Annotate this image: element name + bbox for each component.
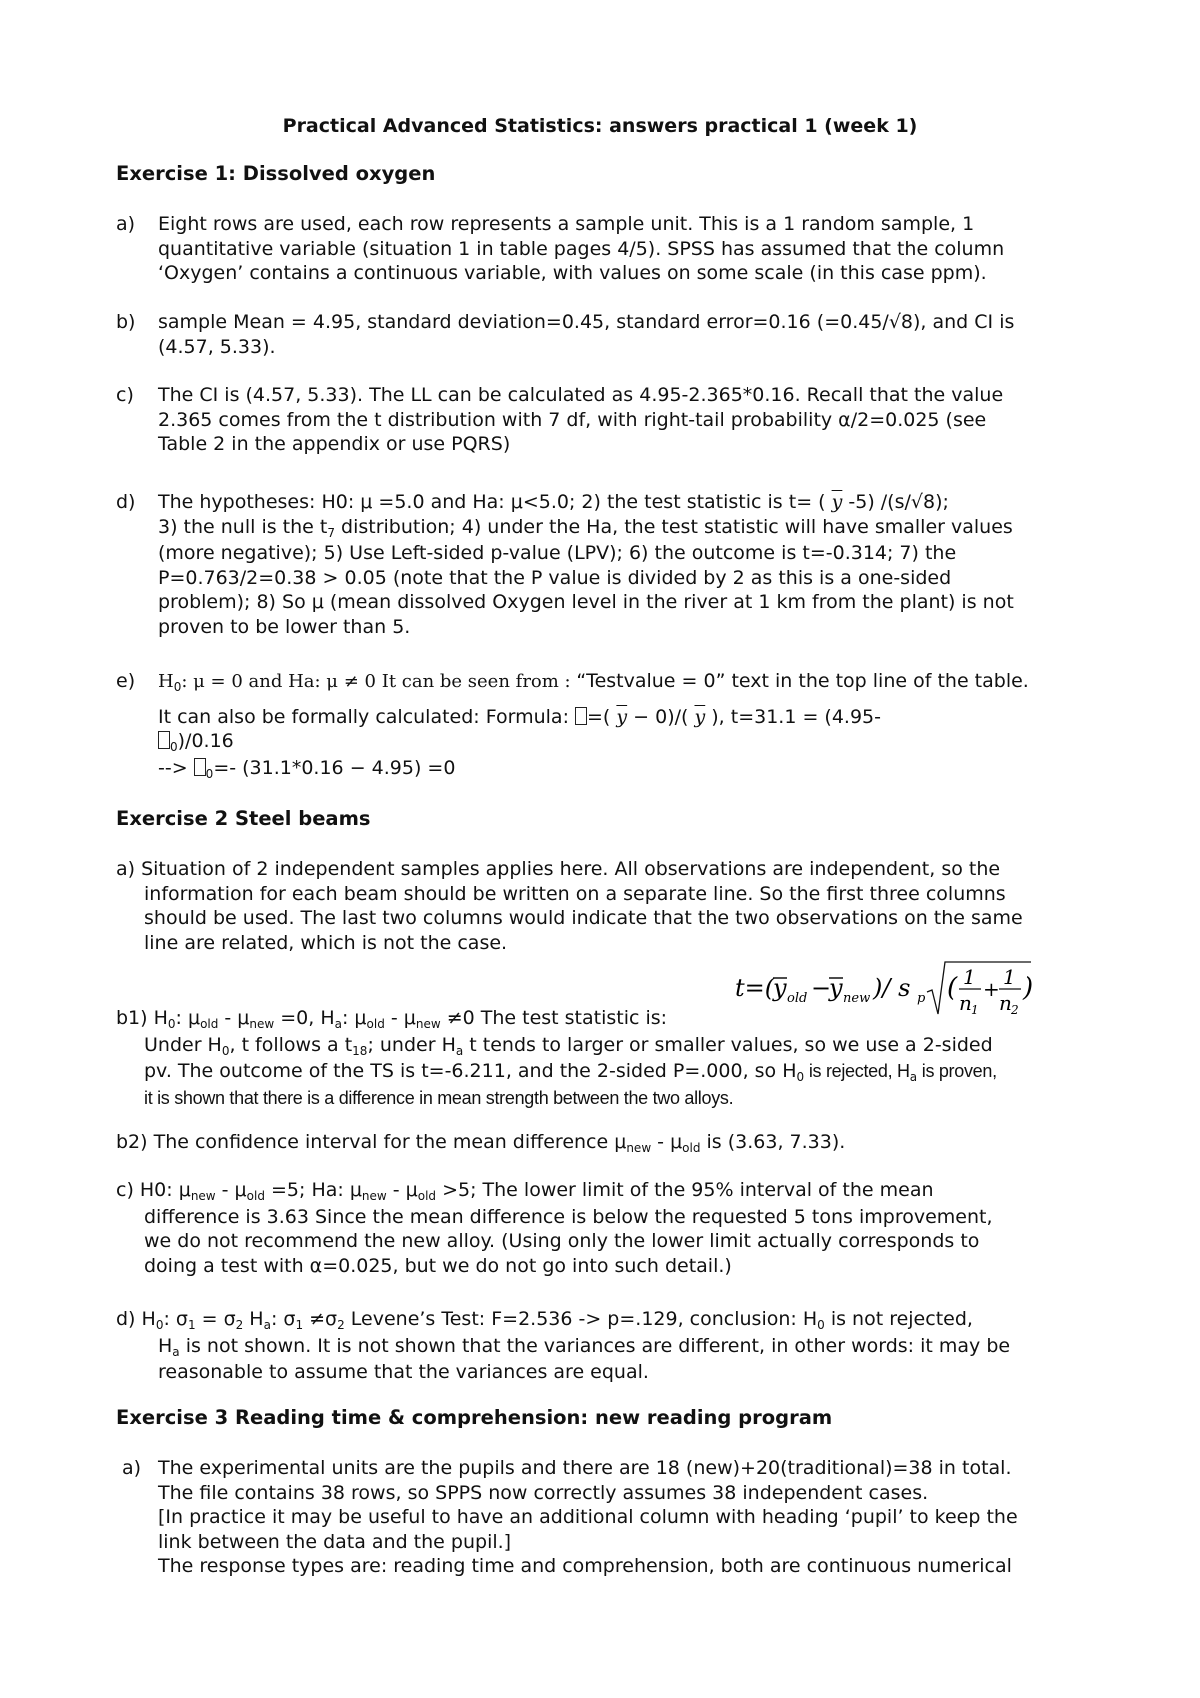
text-fragment: : σ [163,1308,188,1330]
text-fragment: - μ [218,1007,250,1029]
text-fragment: : μ [175,1007,201,1029]
text-line: we do not recommend the new alloy. (Using only the lower limit actually corresponds to [144,1230,980,1252]
exercise-2-part-b2 [116,1130,1096,1157]
exercise-2-part-c [116,1178,1096,1278]
text-line: [In practice it may be useful to have an additional column with heading ‘pupil’ to keep the [158,1506,1018,1528]
text-line: problem); 8) So μ (mean dissolved Oxygen level in the river at 1 km from the plant) is not [158,591,1014,613]
text-line: The experimental units are the pupils and there are 18 (new)+20(traditional)=38 in total. [158,1457,1012,1479]
exercise-1-heading: Exercise 1: Dissolved oxygen [116,162,436,185]
text-line [116,1307,1096,1334]
text-line: information for each beam should be written on a separate line. So the first three columns [144,882,1006,905]
text-fragment: >5; The lower limit of the 95% interval of the mean [436,1179,934,1201]
missing-glyph-icon [158,731,170,749]
formula-text: new [843,991,871,1006]
formula-text: n [959,991,972,1015]
text-fragment: : μ = 0 and Ha: μ ≠ 0 It can be seen from : [181,671,577,692]
formula-text: 2 [1011,1003,1019,1017]
text-line: quantitative variable (situation 1 in table pages 4/5). SPSS has assumed that the column [158,237,1005,260]
part-e-label: e) [116,670,136,692]
text-fragment: H [158,1334,173,1357]
subscript: 7 [327,525,335,540]
part-a-label: a) [122,1457,142,1479]
y-bar-symbol: $\overline{y}$ [616,705,628,728]
text-line: The file contains 38 rows, so SPPS now correctly assumes 38 independent cases. [158,1481,929,1504]
subscript: 2 [337,1318,345,1332]
text-fragment: ≠σ [303,1308,338,1330]
subscript: a [263,1318,271,1332]
text-fragment: =5; Ha: μ [264,1179,362,1201]
text-line: ‘Oxygen’ contains a continuous variable, with values on some scale (in this case ppm). [158,262,987,284]
text-fragment: 3) the null is the t [158,515,328,538]
text-fragment: , t follows a t [229,1033,353,1056]
text-line: doing a test with α=0.025, but we do not go into such detail.) [144,1254,732,1277]
text-line: (more negative); 5) Use Left-sided p-value (LPV); 6) the outcome is t=-0.314; 7) the [158,542,957,564]
exercise-2-part-b1 [116,1006,1096,1110]
text-line: proven to be lower than 5. [158,615,411,638]
exercise-2-part-d [116,1307,1096,1385]
subscript: 0 [221,1043,230,1058]
exercise-1-part-a [116,212,1096,286]
missing-glyph-icon [194,758,206,776]
text-line [158,515,1096,542]
subscript: 0 [155,1318,164,1332]
subscript: 0 [205,766,214,781]
text-line [116,1130,1096,1157]
text-fragment: =( [587,705,617,728]
text-line: a) Situation of 2 independent samples applies here. All observations are independent, so the [116,858,1001,880]
text-line [144,1033,1096,1060]
text-line: Eight rows are used, each row represents a sample unit. This is a 1 random sample, 1 [158,213,975,235]
formula-text: old [787,991,808,1006]
text-fragment: is not rejected, [824,1308,973,1330]
text-fragment: - μ [215,1179,247,1201]
text-fragment: - μ [651,1131,683,1153]
text-fragment: =- (31.1*0.16 − 4.95) =0 [213,756,456,779]
exercise-1-part-d [116,490,1096,639]
formula-text: ( [947,973,958,1003]
text-fragment: H [158,671,174,692]
exercise-3-part-a [122,1456,1102,1579]
formula-text: 1 [971,1003,979,1017]
formula-text: )/ s [873,974,911,1002]
text-fragment: − [627,705,656,728]
subscript: new [415,1017,441,1031]
text-fragment: is not shown. It is not shown that the variances are different, in other words: it may be [179,1334,1011,1357]
text-fragment: is proven, [917,1061,997,1081]
text-line [158,490,1096,515]
formula-text: ) [1023,973,1034,1003]
subscript: a [909,1070,918,1084]
text-fragment: pv. The outcome of the TS is t=-6.211, and the 2-sided P=.000, so H [144,1060,797,1082]
text-fragment: distribution; 4) under the Ha, the test statistic will have smaller values [334,515,1013,538]
subscript: a [172,1344,180,1359]
text-line: The response types are: reading time and comprehension, both are continuous numerical [158,1555,1012,1577]
y-bar-symbol: $\overline{y}$ [831,491,843,513]
subscript: 0 [173,680,182,694]
text-fragment: Under H [144,1033,222,1056]
subscript: 18 [352,1043,368,1058]
subscript: old [366,1017,385,1031]
text-line: 2.365 comes from the t distribution with 7 df, with right-tail probability α/2=0.025 (see [158,408,987,431]
exercise-2-part-a [116,857,1096,955]
text-fragment: - μ [386,1179,418,1201]
text-line: P=0.763/2=0.38 > 0.05 (note that the P value is divided by 2 as this is a one-sided [158,566,952,589]
text-fragment: H [243,1308,264,1330]
subscript: 0 [796,1070,805,1084]
text-line: reasonable to assume that the variances are equal. [158,1361,649,1383]
subscript: 0 [167,1017,176,1031]
exercise-1-part-c [116,383,1096,457]
subscript: a [455,1043,464,1058]
formula-text: y [829,974,843,1002]
subscript: new [361,1189,387,1203]
subscript: 0 [817,1318,825,1332]
text-line [158,669,1096,696]
subscript: old [246,1189,265,1203]
part-d-label: d) [116,491,136,513]
part-b-label: b) [116,311,136,333]
text-fragment: : σ [270,1308,296,1330]
text-line [158,705,1096,730]
exercise-2-heading: Exercise 2 Steel beams [116,807,371,830]
part-a-label: a) [116,213,136,235]
text-fragment: b2) The confidence interval for the mean difference μ [116,1131,627,1153]
subscript: a [334,1017,342,1031]
text-line [158,756,1096,783]
text-fragment: ≠0 The test statistic is: [440,1007,668,1029]
page-title: Practical Advanced Statistics: answers practical 1 (week 1) [282,115,918,137]
text-fragment: -5) /(s/√8); [842,491,949,513]
text-line [116,1178,1096,1205]
text-fragment: ), t=31.1 = (4.95- [705,705,881,728]
text-fragment: --> [158,756,194,779]
text-fragment: d) H [116,1308,156,1330]
subscript: 0 [170,740,178,754]
text-fragment: “Testvalue = 0” text in the top line of the table. [576,670,1029,692]
text-fragment: is rejected, H [804,1061,910,1081]
formula-text: y [773,974,787,1002]
text-line: difference is 3.63 Since the mean difference is below the requested 5 tons improvement, [144,1205,993,1228]
text-fragment: : μ [341,1007,367,1029]
subscript: 1 [187,1318,196,1332]
text-fragment: The hypotheses: H0: μ =5.0 and Ha: μ<5.0; 2) the test statistic is t= ( [158,491,832,513]
text-line: it is shown that there is a difference in mean strength between the two alloys. [144,1087,734,1108]
subscript: old [682,1141,701,1155]
text-fragment: = σ [195,1308,236,1330]
formula-text: − [811,974,832,1002]
text-line [158,729,1096,756]
formula-text: p [917,991,926,1006]
formula-text: t=( [735,974,775,1002]
text-line [116,1006,1096,1033]
text-line: link between the data and the pupil.] [158,1530,512,1553]
subscript: 1 [295,1318,304,1332]
text-line: sample Mean = 4.95, standard deviation=0.45, standard error=0.16 (=0.45/√8), and CI is [158,311,1015,333]
subscript: old [417,1189,437,1203]
text-fragment: b1) H [116,1007,168,1029]
text-fragment: Levene’s Test: F=2.536 -> p=.129, conclusion: H [344,1308,818,1330]
formula-text: 1 [1003,965,1016,989]
text-fragment: 0)/( [655,705,695,728]
text-line: should be used. The last two columns would indicate that the two observations on the same [144,907,1023,929]
subscript: new [190,1189,216,1203]
y-bar-symbol: $\overline{y}$ [694,705,706,728]
formula-text: + [983,977,1000,1001]
subscript: new [626,1141,652,1155]
formula-text: 1 [963,965,976,989]
exercise-3-heading: Exercise 3 Reading time & comprehension: new reading program [116,1406,833,1429]
part-c-label: c) [116,384,134,406]
text-fragment: - μ [384,1007,416,1029]
text-line: line are related, which is not the case. [144,931,508,954]
subscript: new [249,1017,275,1031]
subscript: old [200,1017,219,1031]
text-fragment: is (3.63, 7.33). [700,1131,846,1153]
text-line: The CI is (4.57, 5.33). The LL can be calculated as 4.95-2.365*0.16. Recall that the value [158,384,1004,406]
subscript: 2 [235,1318,244,1332]
text-fragment: It can also be formally calculated: Formula: [158,705,576,728]
text-fragment: ; under H [367,1033,456,1056]
formula-text: n [999,991,1012,1015]
text-fragment: =0, H [274,1007,335,1029]
text-line [144,1059,1096,1086]
text-fragment: c) H0: μ [116,1179,191,1201]
text-fragment: t tends to larger or smaller values, so we use a 2-sided [463,1033,993,1056]
exercise-1-part-b [116,310,1096,359]
text-line: Table 2 in the appendix or use PQRS) [158,433,511,455]
text-line [158,1334,1096,1361]
exercise-1-part-e [116,669,1096,782]
text-line: (4.57, 5.33). [158,335,276,358]
missing-glyph-icon [575,707,587,725]
text-fragment: )/0.16 [177,730,234,752]
